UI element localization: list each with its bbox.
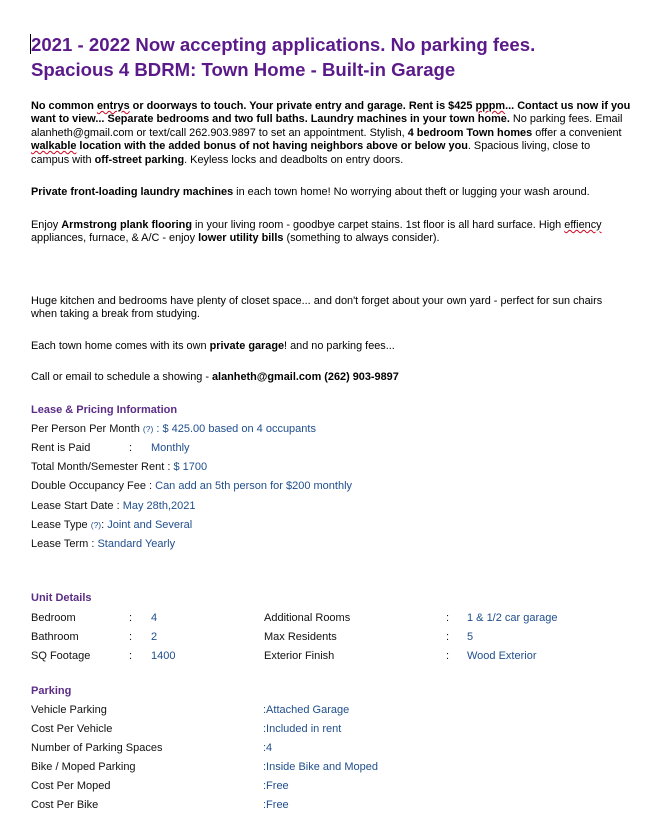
unit-label: SQ Footage xyxy=(31,650,91,662)
unit-value: 4 xyxy=(151,612,158,624)
intro-text-3: . Spacious living, close to campus with xyxy=(31,140,591,166)
flooring-bold-2: lower utility bills xyxy=(198,232,284,245)
intro-bold-1: No common xyxy=(31,100,97,112)
title-line-1: 2021 - 2022 Now accepting applications. No parking fees. xyxy=(31,34,536,55)
unit-label: Max Residents xyxy=(264,631,337,643)
laundry-text: in each town home! No worrying about theft or lugging your wash around. xyxy=(233,186,590,198)
parking-label: Cost Per Vehicle xyxy=(31,723,113,735)
lease-label: Double Occupancy Fee : xyxy=(31,480,156,492)
title-line-2: Spacious 4 BDRM: Town Home - Built-in Garage xyxy=(31,59,456,80)
lease-row xyxy=(31,538,175,550)
intro-text-2: offer a convenient xyxy=(532,126,622,139)
unit-sep: : xyxy=(446,631,450,643)
lease-label: Per Person Per Month xyxy=(31,423,143,435)
contact-paragraph xyxy=(31,371,631,384)
misspelled-word: pppm xyxy=(475,100,506,112)
unit-label: Additional Rooms xyxy=(264,612,351,624)
lease-label: Rent is Paid xyxy=(31,442,91,454)
flooring-bold-1: Armstrong plank flooring xyxy=(61,219,192,231)
intro-text-4: . Keyless locks and deadbolts on entry doors. xyxy=(184,153,404,166)
garage-text-2: ! and no parking fees... xyxy=(284,340,395,352)
misspelled-word: entrys xyxy=(96,100,130,112)
unit-label: Bathroom xyxy=(31,631,79,643)
intro-bold-3: location with the added bonus of not having neighbors above or below you xyxy=(76,140,468,153)
flooring-text-2: in your living room - goodbye carpet stains. 1st floor is all hard surface. High xyxy=(191,219,565,231)
garage-text-1: Each town home comes with its own xyxy=(31,340,210,352)
parking-heading: Parking xyxy=(31,685,72,697)
misspelled-word: effiency xyxy=(564,219,602,231)
lease-value: Monthly xyxy=(151,442,190,454)
unit-value: 1400 xyxy=(151,650,176,662)
parking-value: :Attached Garage xyxy=(263,704,350,716)
lease-heading: Lease & Pricing Information xyxy=(31,404,178,416)
parking-label: Vehicle Parking xyxy=(31,704,107,716)
contact-info: alanheth@gmail.com (262) 903-9897 xyxy=(212,371,399,383)
flooring-text-3: appliances, furnace, & A/C - enjoy xyxy=(31,232,199,245)
lease-sep: : xyxy=(153,423,163,435)
lease-value: $ 1700 xyxy=(173,461,208,473)
lease-value: Standard Yearly xyxy=(97,538,176,550)
lease-value: $ 425.00 based on 4 occupants xyxy=(162,423,316,435)
laundry-bold: Private front-loading laundry machines xyxy=(31,186,234,198)
parking-label: Bike / Moped Parking xyxy=(31,761,136,773)
lease-label: Lease Term : xyxy=(31,538,98,550)
garage-bold: private garage xyxy=(209,340,285,352)
unit-sep: : xyxy=(129,650,133,662)
lease-row xyxy=(31,519,192,531)
lease-row xyxy=(31,423,316,435)
lease-value: May 28th,2021 xyxy=(122,500,196,512)
lease-value: Can add an 5th person for $200 monthly xyxy=(155,480,353,492)
intro-bold-4: off-street parking xyxy=(94,153,185,166)
contact-text: Call or email to schedule a showing - xyxy=(31,371,212,383)
help-link[interactable]: (?) xyxy=(90,520,102,530)
unit-sep: : xyxy=(129,612,133,624)
parking-label: Number of Parking Spaces xyxy=(31,742,163,754)
intro-text-1: No parking fees. Email alanheth@gmail.com or text/call 262.903.9897 to set an appointment. Stylish, xyxy=(31,113,623,139)
unit-heading: Unit Details xyxy=(31,592,92,604)
lease-label: Total Month/Semester Rent : xyxy=(31,461,174,473)
lease-row xyxy=(31,442,251,454)
misspelled-word: walkable xyxy=(31,140,77,153)
flooring-paragraph xyxy=(31,219,631,246)
lease-row xyxy=(31,480,352,492)
lease-sep: : xyxy=(101,519,108,531)
parking-value: :Inside Bike and Moped xyxy=(263,761,378,773)
unit-value: 2 xyxy=(151,631,158,643)
parking-value: :Included in rent xyxy=(263,723,342,735)
unit-sep: : xyxy=(446,650,450,662)
parking-value: :Free xyxy=(263,780,289,792)
kitchen-paragraph: Huge kitchen and bedrooms have plenty of closet space... and don't forget about your own yard - perfect for sun chairs when taking a break from studying. xyxy=(31,295,603,321)
lease-label: Lease Start Date : xyxy=(31,500,123,512)
lease-label: Lease Type xyxy=(31,519,91,531)
unit-value: 5 xyxy=(467,631,474,643)
parking-label: Cost Per Moped xyxy=(31,780,111,792)
unit-value: 1 & 1/2 car garage xyxy=(467,612,558,624)
lease-row xyxy=(31,500,196,512)
parking-value: :4 xyxy=(263,742,273,754)
intro-bold-1c: ... Contact us now if you want to view... Separate bedrooms and two full baths. Laundry machines in your town home. xyxy=(31,100,631,126)
flooring-text-1: Enjoy xyxy=(31,219,62,231)
parking-value: :Free xyxy=(263,799,289,811)
laundry-paragraph xyxy=(31,186,631,199)
lease-value: Joint and Several xyxy=(107,519,193,531)
garage-paragraph xyxy=(31,340,631,353)
unit-sep: : xyxy=(446,612,450,624)
lease-row xyxy=(31,461,207,473)
help-link[interactable]: (?) xyxy=(142,424,154,434)
intro-bold-2: 4 bedroom Town homes xyxy=(407,126,533,139)
intro-paragraph xyxy=(31,100,631,167)
unit-label: Exterior Finish xyxy=(264,650,335,662)
intro-bold-1b: or doorways to touch. Your private entry and garage. Rent is $425 xyxy=(129,100,476,112)
unit-sep: : xyxy=(129,631,133,643)
unit-value: Wood Exterior xyxy=(467,650,537,662)
lease-sep: : xyxy=(129,442,133,454)
parking-label: Cost Per Bike xyxy=(31,799,99,811)
unit-label: Bedroom xyxy=(31,612,76,624)
flooring-text-4: (something to always consider). xyxy=(283,232,440,245)
